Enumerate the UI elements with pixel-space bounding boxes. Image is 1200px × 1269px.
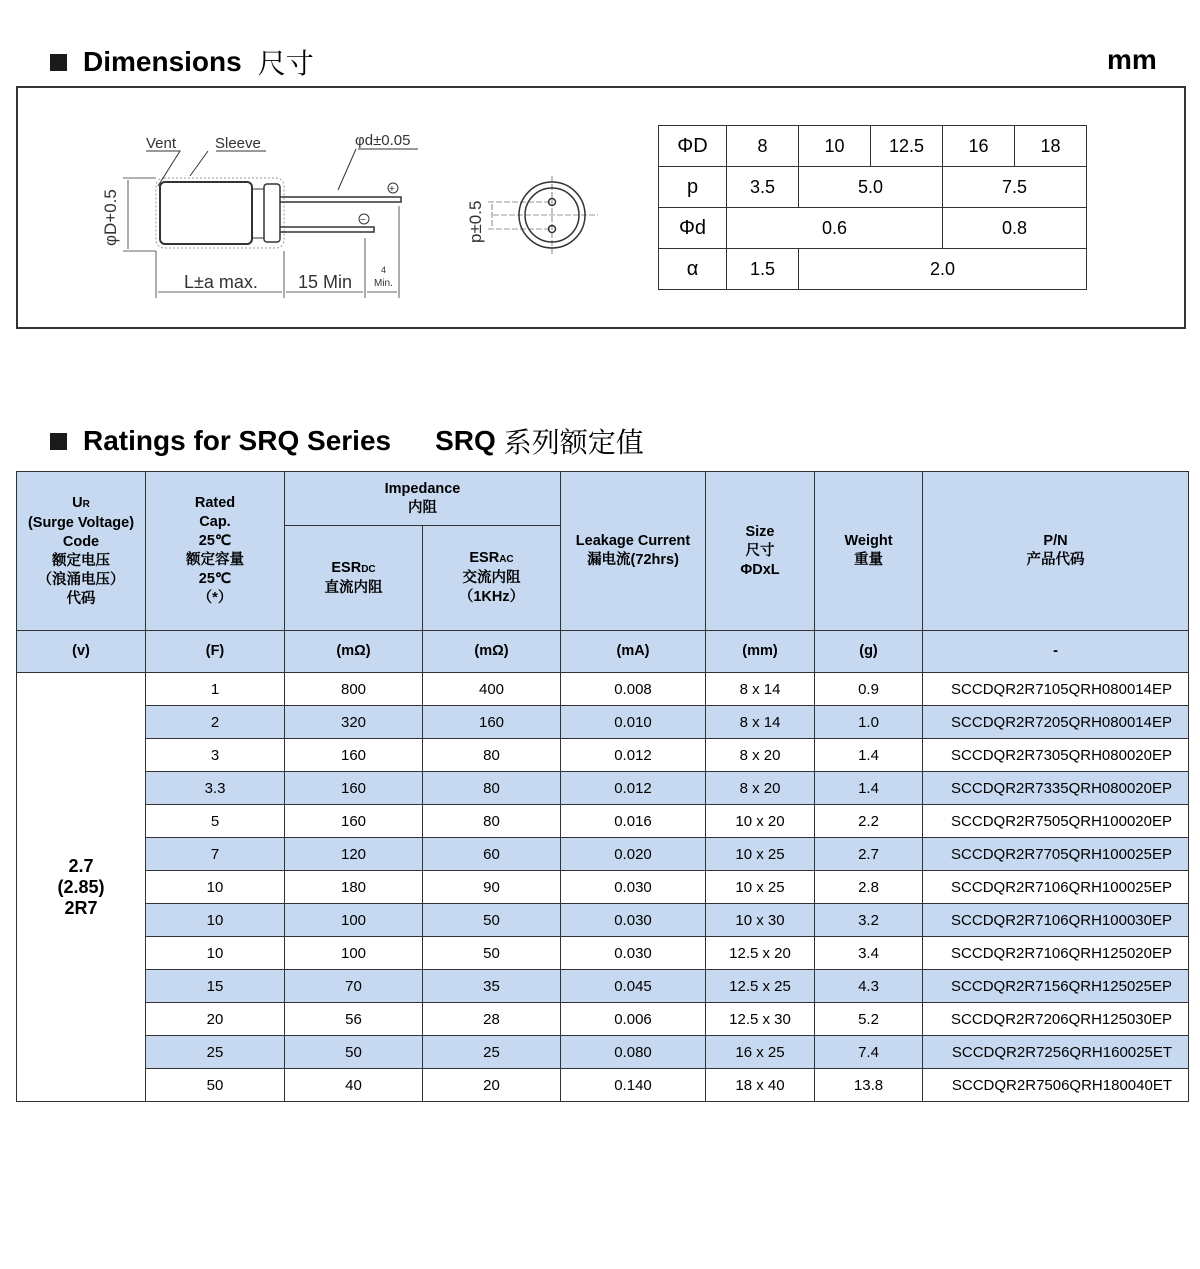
leakage-cell: 0.006 — [561, 1003, 706, 1036]
cap-cell: 5 — [146, 805, 285, 838]
dim-cell: 2.0 — [799, 249, 1087, 290]
leakage-cell: 0.140 — [561, 1069, 706, 1102]
weight-cell: 1.4 — [815, 739, 923, 772]
table-row — [17, 673, 1189, 706]
h-dc-sub: DC — [361, 563, 376, 575]
esr-dc-cell: 160 — [285, 739, 423, 772]
h-pn-0: P/N — [1043, 533, 1068, 549]
cap-cell: 15 — [146, 970, 285, 1003]
h-ur-6: 代码 — [66, 590, 96, 607]
h-cap-0: Rated — [194, 495, 236, 511]
table-row — [17, 904, 1189, 937]
unit-cell: - — [923, 631, 1189, 673]
weight-cell: 13.8 — [815, 1069, 923, 1102]
dim-cell: 7.5 — [943, 167, 1087, 208]
pn-cell: SCCDQR2R7335QRH080020EP — [923, 772, 1189, 805]
minus-mark: − — [360, 215, 366, 226]
h-ur: U — [72, 494, 83, 511]
cap-cell: 10 — [146, 904, 285, 937]
header-esr-ac — [423, 526, 561, 631]
voltage-line: 2R7 — [64, 897, 98, 918]
h-dc-0: ESR — [331, 559, 362, 576]
cap-cell: 10 — [146, 937, 285, 970]
dimensions-title: Dimensions — [83, 46, 242, 77]
body-diameter-label: φD+0.5 — [101, 189, 120, 246]
leakage-cell: 0.030 — [561, 871, 706, 904]
pn-cell: SCCDQR2R7106QRH100025EP — [923, 871, 1189, 904]
esr-dc-cell: 800 — [285, 673, 423, 706]
table-row — [17, 871, 1189, 904]
h-ac-sub: AC — [499, 554, 514, 565]
esr-dc-cell: 320 — [285, 706, 423, 739]
cap-cell: 10 — [146, 871, 285, 904]
h-cap-5: （*） — [197, 590, 233, 606]
h-size-0: Size — [745, 523, 775, 540]
unit-cell: (mΩ) — [285, 631, 423, 673]
size-cell: 10 x 30 — [706, 904, 815, 937]
size-cell: 8 x 14 — [706, 706, 815, 739]
leakage-cell: 0.010 — [561, 706, 706, 739]
dim-row-label: Φd — [659, 208, 727, 249]
pn-cell: SCCDQR2R7506QRH180040ET — [923, 1069, 1189, 1102]
size-cell: 8 x 20 — [706, 739, 815, 772]
esr-ac-cell: 50 — [423, 904, 561, 937]
esr-dc-cell: 40 — [285, 1069, 423, 1102]
table-row — [17, 706, 1189, 739]
h-dc-2: 直流内阻 — [324, 579, 383, 596]
esr-dc-cell: 70 — [285, 970, 423, 1003]
dim-cell: 10 — [799, 126, 871, 167]
unit-cell: (v) — [17, 631, 146, 673]
weight-cell: 1.0 — [815, 706, 923, 739]
cap-cell: 50 — [146, 1069, 285, 1102]
voltage-line: (2.85) — [57, 876, 105, 897]
table-row — [17, 739, 1189, 772]
weight-cell: 3.4 — [815, 937, 923, 970]
dimensions-table — [658, 125, 1087, 290]
weight-cell: 1.4 — [815, 772, 923, 805]
esr-ac-cell: 400 — [423, 673, 561, 706]
cap-cell: 7 — [146, 838, 285, 871]
units-row — [17, 631, 1189, 673]
header-size — [706, 472, 815, 631]
pn-cell: SCCDQR2R7705QRH100025EP — [923, 838, 1189, 871]
dim-row — [659, 167, 1087, 208]
leakage-cell: 0.030 — [561, 904, 706, 937]
esr-ac-cell: 90 — [423, 871, 561, 904]
vent-label: Vent — [146, 135, 177, 152]
dim-cell: 5.0 — [799, 167, 943, 208]
h-ac-0: ESR — [469, 550, 500, 566]
leakage-cell: 0.012 — [561, 739, 706, 772]
pn-cell: SCCDQR2R7305QRH080020EP — [923, 739, 1189, 772]
h-size-2: ΦDxL — [740, 561, 780, 578]
bullet-square-icon — [50, 54, 67, 71]
leakage-cell: 0.045 — [561, 970, 706, 1003]
h-ac-2: 交流内阻 — [462, 570, 521, 586]
lead-length-label: 15 Min — [298, 272, 353, 292]
esr-dc-cell: 100 — [285, 904, 423, 937]
table-row — [17, 772, 1189, 805]
dim-cell: 18 — [1015, 126, 1087, 167]
ratings-title-zh: 系列额定值 — [503, 427, 644, 458]
dim-row-label: ΦD — [659, 126, 727, 167]
h-cap-3: 额定容量 — [186, 552, 244, 568]
unit-cell: (g) — [815, 631, 923, 673]
leakage-cell: 0.012 — [561, 772, 706, 805]
voltage-line: 2.7 — [68, 855, 94, 876]
esr-dc-cell: 160 — [285, 805, 423, 838]
h-ac-3: （1KHz） — [458, 589, 525, 605]
cap-cell: 2 — [146, 706, 285, 739]
dim-row — [659, 126, 1087, 167]
dim-cell: 12.5 — [871, 126, 943, 167]
esr-ac-cell: 160 — [423, 706, 561, 739]
table-row — [17, 1036, 1189, 1069]
size-cell: 16 x 25 — [706, 1036, 815, 1069]
ratings-table — [16, 471, 1189, 1102]
ratings-title: Ratings for SRQ Series — [83, 425, 392, 456]
size-cell: 10 x 25 — [706, 871, 815, 904]
esr-dc-cell: 56 — [285, 1003, 423, 1036]
size-cell: 18 x 40 — [706, 1069, 815, 1102]
dim-cell: 16 — [943, 126, 1015, 167]
h-leak-0: Leakage Current — [575, 533, 691, 549]
h-cap-2: 25℃ — [198, 533, 232, 549]
dim-row-label: α — [659, 249, 727, 290]
weight-cell: 2.8 — [815, 871, 923, 904]
pn-cell: SCCDQR2R7106QRH125020EP — [923, 937, 1189, 970]
pn-cell: SCCDQR2R7205QRH080014EP — [923, 706, 1189, 739]
ratings-title-zh-prefix: SRQ — [435, 425, 496, 456]
weight-cell: 7.4 — [815, 1036, 923, 1069]
lead-diff-min: Min. — [374, 278, 393, 289]
dimensions-panel — [16, 86, 1186, 329]
size-cell: 12.5 x 30 — [706, 1003, 815, 1036]
pn-cell: SCCDQR2R7206QRH125030EP — [923, 1003, 1189, 1036]
unit-label: mm — [1107, 44, 1157, 75]
weight-cell: 5.2 — [815, 1003, 923, 1036]
weight-cell: 0.9 — [815, 673, 923, 706]
pitch-label: p±0.5 — [466, 200, 485, 243]
size-cell: 8 x 20 — [706, 772, 815, 805]
voltage-cell — [17, 673, 146, 1102]
leakage-cell: 0.016 — [561, 805, 706, 838]
h-w-0: Weight — [844, 533, 893, 549]
table-row — [17, 970, 1189, 1003]
unit-cell: (F) — [146, 631, 285, 673]
h-cap-4: 25℃ — [198, 571, 232, 587]
weight-cell: 4.3 — [815, 970, 923, 1003]
h-imp-0: Impedance — [384, 480, 461, 497]
esr-dc-cell: 120 — [285, 838, 423, 871]
pn-cell: SCCDQR2R7156QRH125025EP — [923, 970, 1189, 1003]
dim-cell: 3.5 — [727, 167, 799, 208]
esr-ac-cell: 28 — [423, 1003, 561, 1036]
table-row — [17, 838, 1189, 871]
h-ur-3: Code — [62, 533, 100, 550]
plus-mark: + — [389, 184, 395, 195]
dim-cell: 0.8 — [943, 208, 1087, 249]
pn-cell: SCCDQR2R7505QRH100020EP — [923, 805, 1189, 838]
h-pn-1: 产品代码 — [1026, 552, 1085, 568]
dim-cell: 1.5 — [727, 249, 799, 290]
header-esr-dc — [285, 526, 423, 631]
cap-cell: 20 — [146, 1003, 285, 1036]
table-row — [17, 937, 1189, 970]
h-imp-1: 内阻 — [408, 499, 437, 516]
dim-row — [659, 249, 1087, 290]
size-cell: 10 x 20 — [706, 805, 815, 838]
dim-row — [659, 208, 1087, 249]
unit-cell: (mm) — [706, 631, 815, 673]
h-size-1: 尺寸 — [745, 542, 775, 559]
esr-ac-cell: 35 — [423, 970, 561, 1003]
capacitor-dimension-drawing — [88, 118, 628, 308]
unit-cell: (mA) — [561, 631, 706, 673]
esr-ac-cell: 80 — [423, 805, 561, 838]
table-row — [17, 1069, 1189, 1102]
header-pn — [923, 472, 1189, 631]
dim-cell: 0.6 — [727, 208, 943, 249]
h-ur-5: （浪涌电压） — [37, 571, 125, 588]
esr-ac-cell: 60 — [423, 838, 561, 871]
cap-cell: 3 — [146, 739, 285, 772]
esr-dc-cell: 100 — [285, 937, 423, 970]
cap-cell: 25 — [146, 1036, 285, 1069]
h-cap-1: Cap. — [199, 514, 231, 530]
size-cell: 12.5 x 20 — [706, 937, 815, 970]
bullet-square-icon — [50, 433, 67, 450]
length-label: L±a max. — [184, 272, 258, 292]
table-row — [17, 805, 1189, 838]
ratings-heading — [50, 421, 644, 461]
lead-diff-num: 4 — [381, 265, 387, 275]
pn-cell: SCCDQR2R7105QRH080014EP — [923, 673, 1189, 706]
weight-cell: 2.2 — [815, 805, 923, 838]
weight-cell: 3.2 — [815, 904, 923, 937]
header-weight — [815, 472, 923, 631]
size-cell: 10 x 25 — [706, 838, 815, 871]
pn-cell: SCCDQR2R7256QRH160025ET — [923, 1036, 1189, 1069]
h-ur-2: (Surge Voltage) — [27, 514, 135, 531]
unit-cell: (mΩ) — [423, 631, 561, 673]
dimensions-title-zh: 尺寸 — [257, 48, 314, 79]
header-impedance — [285, 472, 561, 526]
size-cell: 12.5 x 25 — [706, 970, 815, 1003]
esr-ac-cell: 25 — [423, 1036, 561, 1069]
pn-cell: SCCDQR2R7106QRH100030EP — [923, 904, 1189, 937]
esr-dc-cell: 50 — [285, 1036, 423, 1069]
dim-cell: 8 — [727, 126, 799, 167]
header-voltage — [17, 472, 146, 631]
h-leak-1: 漏电流(72hrs) — [587, 552, 679, 568]
h-w-1: 重量 — [854, 552, 883, 568]
cap-cell: 3.3 — [146, 772, 285, 805]
esr-dc-cell: 180 — [285, 871, 423, 904]
leakage-cell: 0.008 — [561, 673, 706, 706]
dim-row-label: p — [659, 167, 727, 208]
header-leakage — [561, 472, 706, 631]
leakage-cell: 0.080 — [561, 1036, 706, 1069]
esr-ac-cell: 20 — [423, 1069, 561, 1102]
lead-diameter-label: φd±0.05 — [355, 132, 411, 149]
esr-dc-cell: 160 — [285, 772, 423, 805]
leakage-cell: 0.020 — [561, 838, 706, 871]
header-capacitance — [146, 472, 285, 631]
size-cell: 8 x 14 — [706, 673, 815, 706]
cap-cell: 1 — [146, 673, 285, 706]
h-ur-sub: R — [82, 498, 90, 510]
dimensions-heading — [50, 42, 314, 82]
weight-cell: 2.7 — [815, 838, 923, 871]
esr-ac-cell: 50 — [423, 937, 561, 970]
leakage-cell: 0.030 — [561, 937, 706, 970]
h-ur-4: 额定电压 — [52, 552, 110, 569]
esr-ac-cell: 80 — [423, 772, 561, 805]
table-row — [17, 1003, 1189, 1036]
esr-ac-cell: 80 — [423, 739, 561, 772]
sleeve-label: Sleeve — [215, 135, 261, 152]
